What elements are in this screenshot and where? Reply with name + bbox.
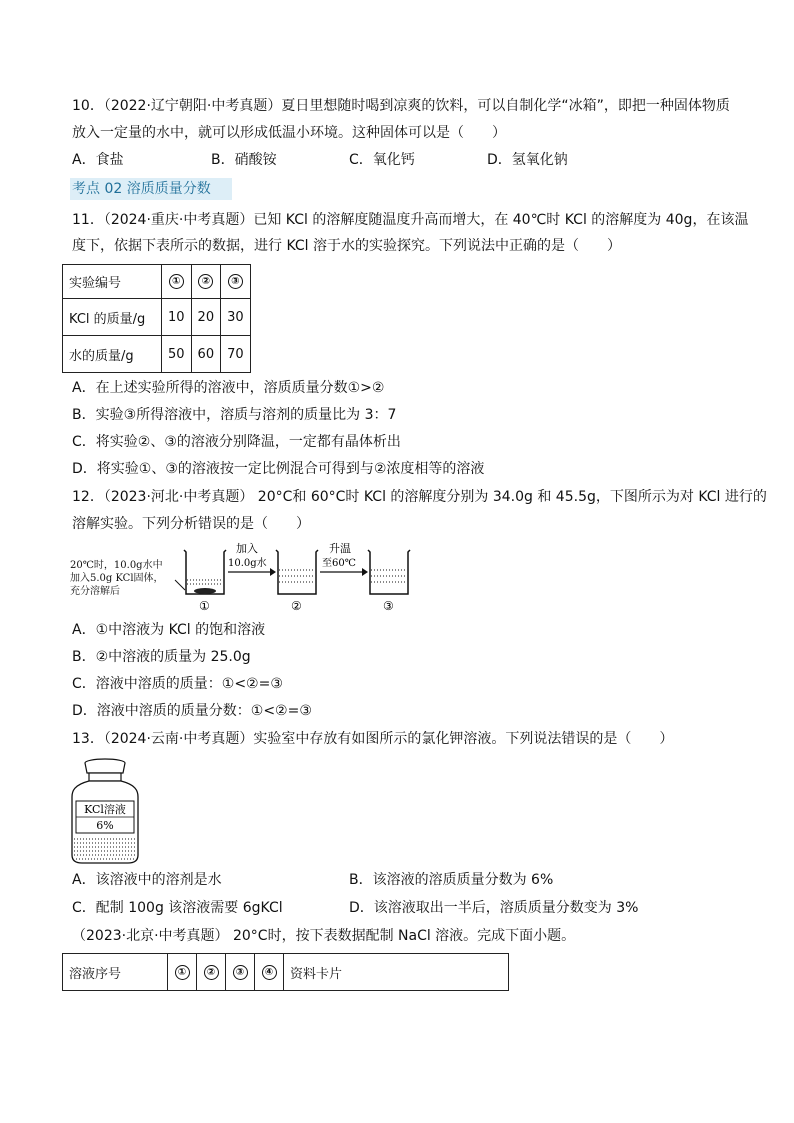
q11-option-b: B．实验③所得溶液中，溶质与溶剂的质量比为 3：7 — [72, 407, 397, 423]
q12-option-c: C．溶液中溶质的质量：①<②=③ — [72, 676, 283, 692]
beaker-label-1: ① — [199, 599, 210, 613]
table-header-cell: ① — [162, 265, 192, 299]
figure-desc-line3: 充分溶解后 — [70, 586, 120, 597]
q12-option-a: A．①中溶液为 KCl 的饱和溶液 — [72, 622, 266, 638]
table-cell: 20 — [191, 299, 221, 336]
table-row — [63, 299, 251, 336]
table-header-cell: ② — [191, 265, 221, 299]
q11-stem-line1: 11．（2024·重庆·中考真题）已知 KCl 的溶解度随温度升高而增大，在 40℃时 KCl 的溶解度为 40g，在该温 — [72, 212, 749, 228]
q10-option-a: A．食盐 — [72, 152, 124, 168]
table-cell: 70 — [221, 336, 251, 373]
arrow1-top-text: 加入 — [236, 542, 258, 555]
q11-option-d: D．将实验①、③的溶液按一定比例混合可得到与②浓度相等的溶液 — [72, 461, 485, 477]
q11-option-a: A．在上述实验所得的溶液中，溶质质量分数①>② — [72, 380, 385, 396]
arrow2-bottom-text: 至60℃ — [322, 558, 356, 569]
table-header-cell: ④ — [255, 954, 284, 991]
q13-option-c: C．配制 100g 该溶液需要 6gKCl — [72, 900, 283, 916]
q12-option-b: B．②中溶液的质量为 25.0g — [72, 649, 251, 665]
table-cell: KCl 的质量/g — [63, 299, 162, 336]
table-header-cell: ③ — [221, 265, 251, 299]
beaker-label-2: ② — [291, 599, 302, 613]
q13-stem: 13．（2024·云南·中考真题）实验室中存放有如图所示的氯化钾溶液。下列说法错误的是（ ） — [72, 731, 674, 747]
q13-option-d: D．该溶液取出一半后，溶质质量分数变为 3% — [349, 900, 639, 916]
table-header-cell: 资料卡片 — [284, 954, 509, 991]
beaker-2 — [276, 550, 318, 594]
q11-stem-line2: 度下，依据下表所示的数据，进行 KCl 溶于水的实验探究。下列说法中正确的是（ ） — [72, 238, 621, 254]
q12-stem-line1: 12．（2023·河北·中考真题） 20°C和 60°C时 KCl 的溶解度分别为 34.0g 和 45.5g，下图所示为对 KCl 进行的 — [72, 489, 767, 505]
q10-stem-line1: 10．（2022·辽宁朝阳·中考真题）夏日里想随时喝到凉爽的饮料，可以自制化学“冰箱”，即把一种固体物质 — [72, 98, 730, 114]
table-header-cell: ② — [197, 954, 226, 991]
bottle-label-percent: 6% — [96, 819, 114, 832]
table-cell: 30 — [221, 299, 251, 336]
table-cell: 10 — [162, 299, 192, 336]
table-cell: 水的质量/g — [63, 336, 162, 373]
beaker-3 — [368, 550, 410, 594]
table-header-row — [63, 265, 251, 299]
q11-option-c: C．将实验②、③的溶液分别降温，一定都有晶体析出 — [72, 434, 401, 450]
q13-option-a: A．该溶液中的溶剂是水 — [72, 872, 222, 888]
q12-option-d: D．溶液中溶质的质量分数：①<②=③ — [72, 703, 312, 719]
bottle-label-name: KCl溶液 — [84, 803, 126, 816]
arrow-right-icon — [362, 568, 368, 576]
table-cell: 50 — [162, 336, 192, 373]
table-header-cell: ③ — [226, 954, 255, 991]
q13-option-b: B．该溶液的溶质质量分数为 6% — [349, 872, 554, 888]
q10-option-b: B．硝酸铵 — [211, 152, 277, 168]
beaker-1 — [184, 550, 226, 594]
q12-stem-line2: 溶解实验。下列分析错误的是（ ） — [72, 516, 310, 532]
solid-sediment — [194, 588, 216, 594]
arrow2-top-text: 升温 — [329, 542, 351, 555]
arrow1-bottom-text: 10.0g水 — [228, 558, 267, 569]
table-cell: 60 — [191, 336, 221, 373]
table-header-cell: 溶液序号 — [63, 954, 168, 991]
figure-desc-line1: 20℃时，10.0g水中 — [70, 560, 163, 571]
arrow-right-icon — [270, 568, 276, 576]
table-header-cell: 实验编号 — [63, 265, 162, 299]
q11-data-table — [62, 264, 251, 373]
table-row — [63, 336, 251, 373]
reagent-bottle-figure — [70, 757, 140, 865]
section-heading: 考点 02 溶质质量分数 — [70, 178, 232, 200]
q10-option-c: C．氧化钙 — [349, 152, 415, 168]
q14-data-table — [62, 953, 509, 991]
table-header-row — [63, 954, 509, 991]
q12-experiment-figure — [70, 540, 430, 615]
q10-option-d: D．氢氧化钠 — [487, 152, 568, 168]
q10-stem-line2: 放入一定量的水中，就可以形成低温小环境。这种固体可以是（ ） — [72, 125, 506, 141]
beaker-label-3: ③ — [383, 599, 394, 613]
q14-stem: （2023·北京·中考真题） 20°C时，按下表数据配制 NaCl 溶液。完成下面小题。 — [72, 928, 576, 944]
pointer-line — [175, 580, 185, 590]
table-header-cell: ① — [168, 954, 197, 991]
figure-desc-line2: 加入5.0g KCl固体， — [70, 573, 164, 584]
